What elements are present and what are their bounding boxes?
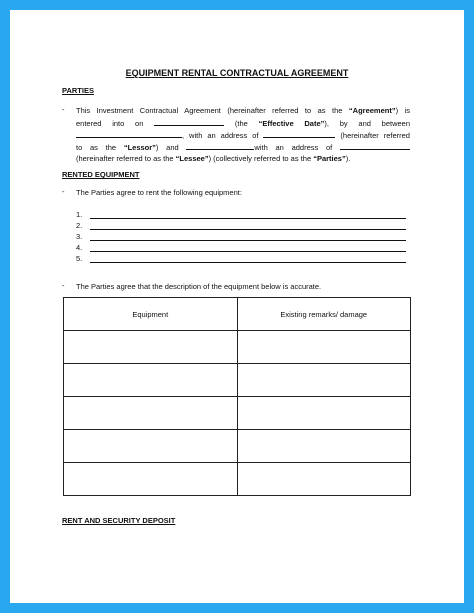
list-item-blank[interactable] xyxy=(90,218,406,219)
parties-heading: PARTIES xyxy=(62,86,94,95)
document-page xyxy=(10,10,464,603)
table-cell[interactable] xyxy=(237,397,411,430)
lessee-name-blank[interactable] xyxy=(186,141,254,150)
parties-line-5: (hereinafter referred to as the “Lessee”) (collectively referred to as the “Parties”). xyxy=(76,154,351,163)
equipment-table xyxy=(63,297,411,496)
rented-intro: The Parties agree to rent the following equipment: xyxy=(76,188,242,197)
table-row xyxy=(64,463,411,496)
accuracy-bullet: - xyxy=(62,281,65,290)
equipment-list-item xyxy=(76,254,416,266)
rent-deposit-heading: RENT AND SECURITY DEPOSIT xyxy=(62,516,176,525)
list-item-number: 3. xyxy=(76,232,83,241)
lessor-name-blank[interactable] xyxy=(76,129,182,138)
table-header-row xyxy=(64,298,411,331)
list-item-blank[interactable] xyxy=(90,240,406,241)
table-row xyxy=(64,430,411,463)
table-cell[interactable] xyxy=(64,430,238,463)
parties-line-4: to as the “Lessor”) and with an address of xyxy=(76,141,410,153)
table-cell[interactable] xyxy=(64,331,238,364)
table-cell[interactable] xyxy=(237,463,411,496)
lessor-address-blank[interactable] xyxy=(263,129,335,138)
table-row xyxy=(64,364,411,397)
table-header-cell: Existing remarks/ damage xyxy=(237,298,411,331)
document-title: EQUIPMENT RENTAL CONTRACTUAL AGREEMENT xyxy=(125,68,349,78)
list-item-number: 1. xyxy=(76,210,83,219)
table-header-cell: Equipment xyxy=(64,298,238,331)
table-cell[interactable] xyxy=(237,331,411,364)
lessee-address-blank[interactable] xyxy=(340,141,410,150)
table-cell[interactable] xyxy=(64,463,238,496)
table-cell[interactable] xyxy=(64,364,238,397)
list-item-blank[interactable] xyxy=(90,229,406,230)
list-item-blank[interactable] xyxy=(90,262,406,263)
list-item-blank[interactable] xyxy=(90,251,406,252)
parties-paragraph xyxy=(76,105,410,165)
rented-bullet: - xyxy=(62,187,65,196)
table-row xyxy=(64,331,411,364)
accuracy-text: The Parties agree that the description of the equipment below is accurate. xyxy=(76,282,322,291)
rented-equipment-heading: RENTED EQUIPMENT xyxy=(62,170,140,179)
parties-line-2: entered into on (the “Effective Date”), by and between xyxy=(76,119,411,128)
parties-line-3: , with an address of (hereinafter referred xyxy=(76,129,410,141)
list-item-number: 4. xyxy=(76,243,83,252)
parties-line-1: This Investment Contractual Agreement (hereinafter referred to as the “Agreement”) is xyxy=(76,106,410,115)
table-row xyxy=(64,397,411,430)
list-item-number: 5. xyxy=(76,254,83,263)
table-cell[interactable] xyxy=(237,364,411,397)
parties-bullet: - xyxy=(62,105,65,114)
table-cell[interactable] xyxy=(64,397,238,430)
list-item-number: 2. xyxy=(76,221,83,230)
table-cell[interactable] xyxy=(237,430,411,463)
effective-date-blank[interactable] xyxy=(154,117,224,126)
